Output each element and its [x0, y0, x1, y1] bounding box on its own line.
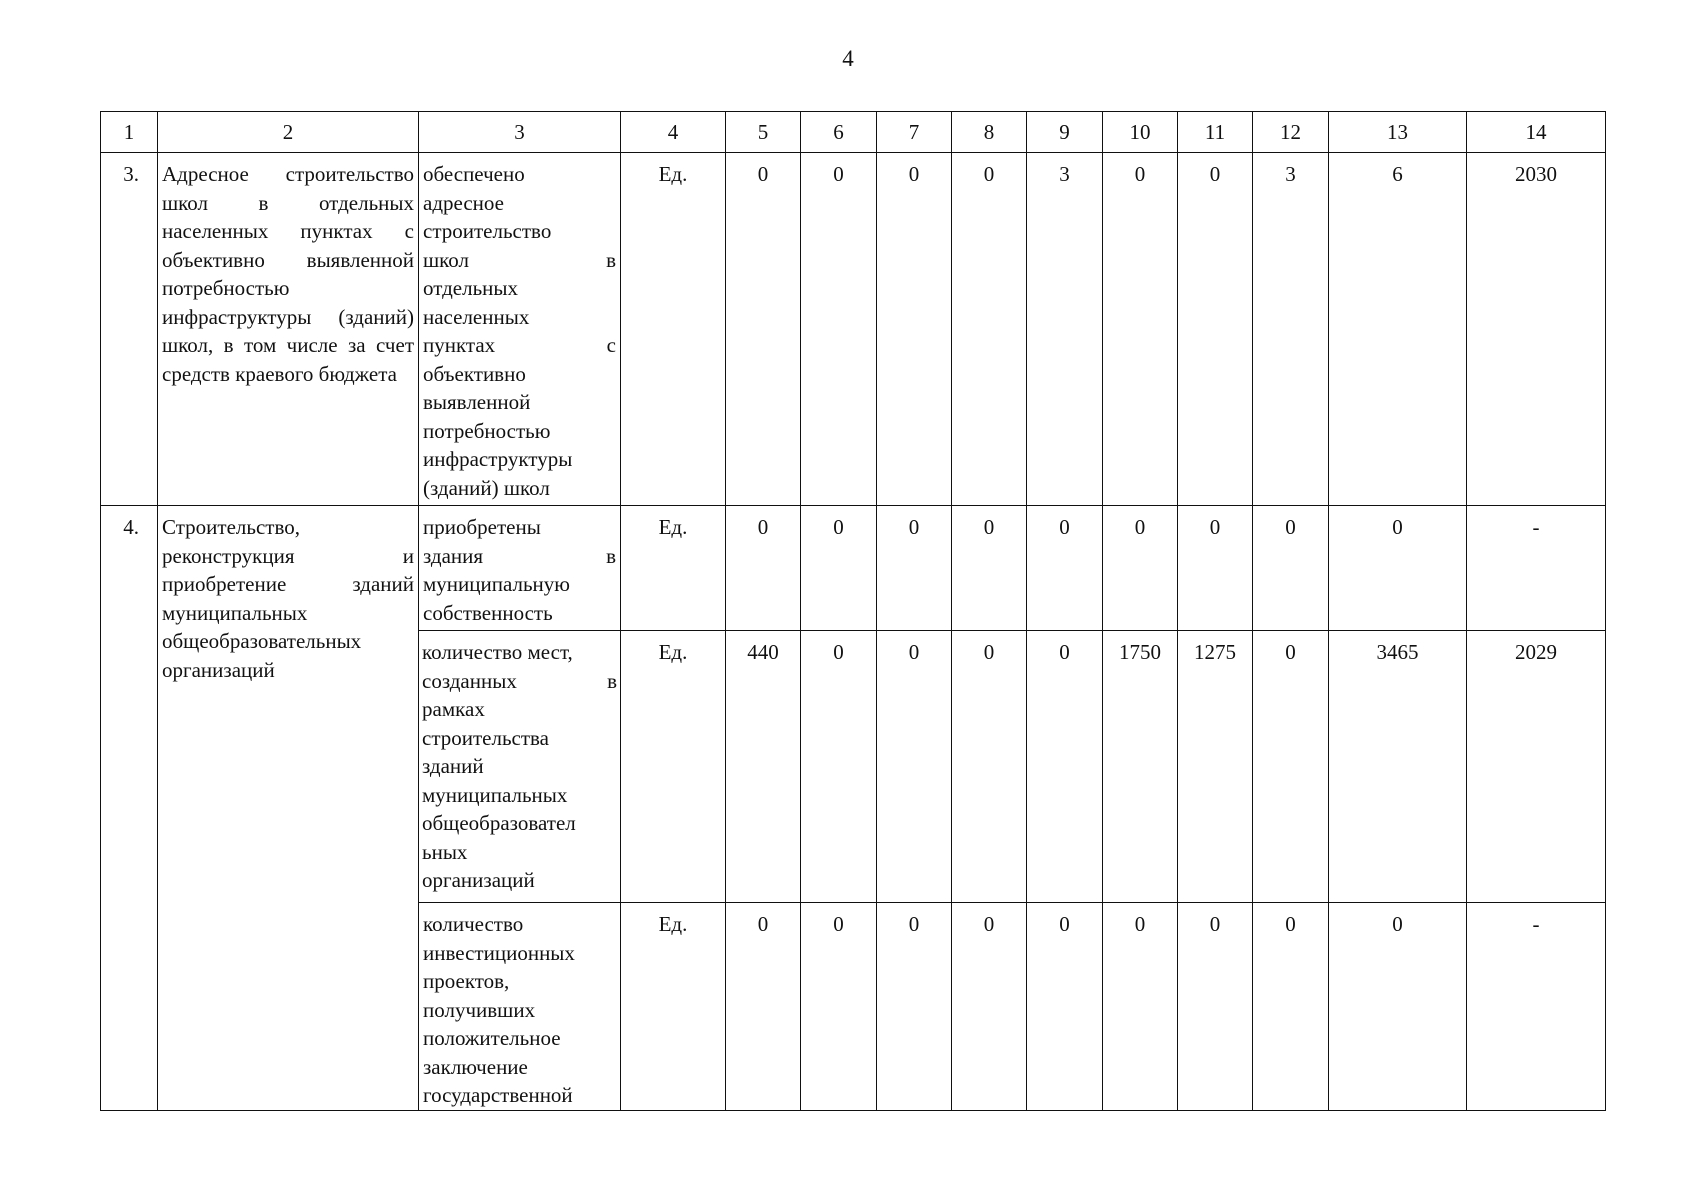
value-cell: 0: [1178, 506, 1253, 631]
indicator-table: [100, 111, 1606, 1111]
value-cell: 0: [1329, 903, 1467, 1111]
page-number: 4: [842, 46, 854, 71]
value-cell: 0: [877, 153, 952, 506]
value-cell: 0: [1103, 506, 1178, 631]
value-cell: 0: [1027, 903, 1103, 1111]
unit-cell: Ед.: [621, 153, 726, 506]
value-cell: 0: [801, 903, 877, 1111]
value-cell: 0: [1178, 153, 1253, 506]
table-row: [101, 506, 1606, 631]
column-header: 6: [801, 112, 877, 153]
value-cell: 0: [1027, 506, 1103, 631]
value-cell: 0: [1253, 903, 1329, 1111]
column-header: 7: [877, 112, 952, 153]
value-cell: 6: [1329, 153, 1467, 506]
column-header: 3: [419, 112, 621, 153]
column-header: 1: [101, 112, 158, 153]
column-header: 2: [158, 112, 419, 153]
event-result: приобретены здания в муниципальную собственность: [419, 506, 621, 631]
column-header: 11: [1178, 112, 1253, 153]
value-cell: 0: [877, 506, 952, 631]
unit-cell: Ед.: [621, 903, 726, 1111]
unit-cell: Ед.: [621, 631, 726, 903]
value-cell: 0: [1103, 153, 1178, 506]
value-cell: 3: [1253, 153, 1329, 506]
value-cell: 0: [1027, 631, 1103, 903]
value-cell: -: [1467, 903, 1606, 1111]
value-cell: 1750: [1103, 631, 1178, 903]
column-header: 5: [726, 112, 801, 153]
column-header: 8: [952, 112, 1027, 153]
column-header: 13: [1329, 112, 1467, 153]
value-cell: 0: [726, 903, 801, 1111]
value-cell: 0: [877, 631, 952, 903]
column-header: 9: [1027, 112, 1103, 153]
event-name: Строительство, реконструкция и приобретение зданий муниципальных общеобразовательных организаций: [158, 506, 419, 1111]
value-cell: 0: [1103, 903, 1178, 1111]
value-cell: 0: [726, 506, 801, 631]
value-cell: 2030: [1467, 153, 1606, 506]
value-cell: -: [1467, 506, 1606, 631]
event-result: обеспечено адресное строительство школ в отдельных населенных пунктах с объективно выявленной потребностью инфраструктуры (зданий) школ: [419, 153, 621, 506]
value-cell: 0: [726, 153, 801, 506]
value-cell: 0: [1253, 631, 1329, 903]
column-header: 10: [1103, 112, 1178, 153]
unit-cell: Ед.: [621, 506, 726, 631]
value-cell: 0: [877, 903, 952, 1111]
value-cell: 0: [1329, 506, 1467, 631]
value-cell: 0: [1253, 506, 1329, 631]
value-cell: 0: [801, 153, 877, 506]
column-header: 4: [621, 112, 726, 153]
value-cell: 0: [952, 903, 1027, 1111]
event-name: Адресное строительство школ в отдельных населенных пунктах с объективно выявленной потребностью инфраструктуры (зданий) школ, в том числе за счет средств краевого бюджета: [158, 153, 419, 506]
value-cell: 440: [726, 631, 801, 903]
value-cell: 0: [952, 506, 1027, 631]
column-header: 12: [1253, 112, 1329, 153]
value-cell: 0: [952, 153, 1027, 506]
column-header: 14: [1467, 112, 1606, 153]
row-index: 3.: [101, 153, 158, 506]
value-cell: 3: [1027, 153, 1103, 506]
value-cell: 0: [801, 506, 877, 631]
event-result: количество мест, созданных в рамках строительства зданий муниципальных общеобразовател ьных организаций: [419, 631, 621, 903]
event-result: количество инвестиционных проектов, получивших положительное заключение государственной: [419, 903, 621, 1111]
value-cell: 0: [952, 631, 1027, 903]
table-row: [101, 153, 1606, 506]
value-cell: 3465: [1329, 631, 1467, 903]
value-cell: 1275: [1178, 631, 1253, 903]
value-cell: 0: [801, 631, 877, 903]
value-cell: 2029: [1467, 631, 1606, 903]
value-cell: 0: [1178, 903, 1253, 1111]
row-index: 4.: [101, 506, 158, 1111]
table-header-row: [101, 112, 1606, 153]
